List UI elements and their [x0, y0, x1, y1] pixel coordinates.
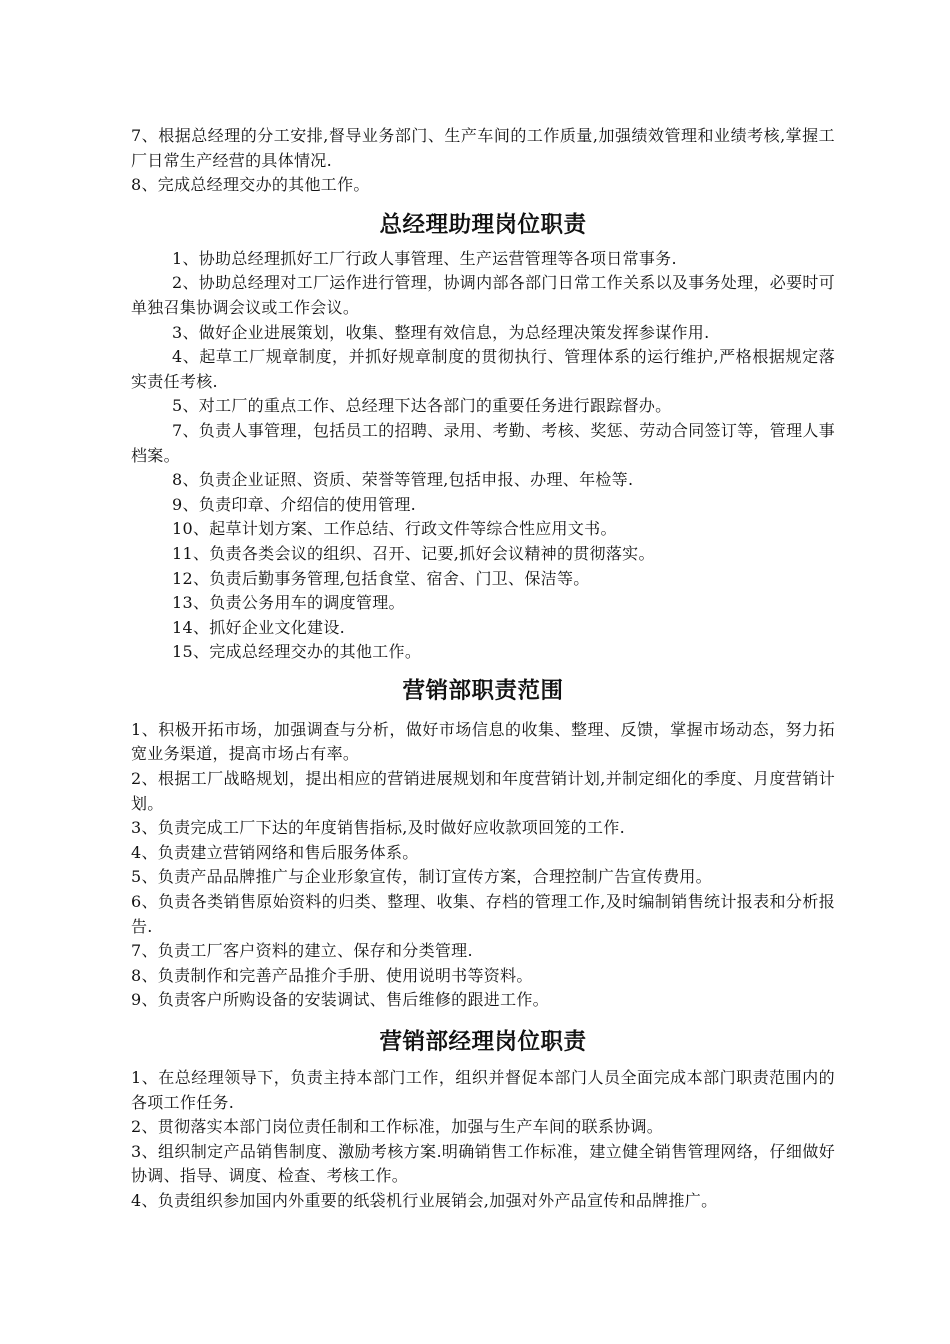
list-item: 3、负责完成工厂下达的年度销售指标,及时做好应收款项回笼的工作.: [131, 818, 625, 838]
list-item: 4、负责建立营销网络和售后服务体系。: [131, 842, 419, 862]
list-item: 6、负责各类销售原始资料的归类、整理、收集、存档的管理工作,及时编制销售统计报表和分析报告.: [131, 892, 835, 936]
list-item: 8、负责企业证照、资质、荣誉等管理,包括申报、办理、年检等.: [172, 470, 634, 490]
marketing-manager-duties-list: [131, 1066, 835, 1214]
list-item: 14、抓好企业文化建设.: [172, 617, 346, 637]
assistant-gm-duties-list: [131, 247, 835, 665]
list-item: 13、负责公务用车的调度管理。: [172, 593, 405, 613]
section-title-marketing-manager: 营销部经理岗位职责: [379, 1029, 587, 1055]
list-item: 12、负责后勤事务管理,包括食堂、宿舍、门卫、保洁等。: [172, 568, 590, 588]
list-item: 4、起草工厂规章制度，并抓好规章制度的贯彻执行、管理体系的运行维护,严格根据规定落实责任考核.: [131, 347, 835, 391]
list-item: 3、做好企业进展策划，收集、整理有效信息，为总经理决策发挥参谋作用.: [172, 322, 710, 342]
list-item: 1、积极开拓市场，加强调查与分析，做好市场信息的收集、整理、反馈，掌握市场动态，努力拓宽业务渠道，提高市场占有率。: [131, 719, 835, 764]
list-item: 2、协助总经理对工厂运作进行管理，协调内部各部门日常工作关系以及事务处理，必要时可单独召集协调会议或工作会议。: [131, 273, 835, 317]
list-item: 7、根据总经理的分工安排,督导业务部门、生产车间的工作质量,加强绩效管理和业绩考核,掌握工厂日常生产经营的具体情况.: [131, 126, 835, 170]
list-item: 5、负责产品品牌推广与企业形象宣传，制订宣传方案，合理控制广告宣传费用。: [131, 867, 712, 887]
document-page: [131, 124, 835, 1214]
section-title-marketing-dept: 营销部职责范围: [402, 677, 564, 704]
list-item: 5、对工厂的重点工作、总经理下达各部门的重要任务进行跟踪督办。: [172, 396, 672, 416]
list-item: 1、在总经理领导下，负责主持本部门工作，组织并督促本部门人员全面完成本部门职责范围内的各项工作任务.: [131, 1068, 835, 1112]
marketing-dept-scope-list: [131, 718, 835, 1013]
list-item: 9、负责印章、介绍信的使用管理.: [172, 494, 417, 514]
list-item: 10、起草计划方案、工作总结、行政文件等综合性应用文书。: [172, 519, 617, 539]
list-item: 8、负责制作和完善产品推介手册、使用说明书等资料。: [131, 965, 533, 985]
list-item: 11、负责各类会议的组织、召开、记要,抓好会议精神的贯彻落实。: [172, 543, 655, 563]
intro-list: [131, 124, 835, 198]
list-item: 4、负责组织参加国内外重要的纸袋机行业展销会,加强对外产品宣传和品牌推广。: [131, 1190, 718, 1210]
list-item: 2、贯彻落实本部门岗位责任制和工作标准，加强与生产车间的联系协调。: [131, 1117, 664, 1137]
list-item: 7、负责工厂客户资料的建立、保存和分类管理.: [131, 941, 473, 961]
list-item: 3、组织制定产品销售制度、激励考核方案.明确销售工作标准，建立健全销售管理网络，仔细做好协调、指导、调度、检查、考核工作。: [131, 1141, 835, 1186]
list-item: 15、完成总经理交办的其他工作。: [172, 642, 422, 662]
list-item: 2、根据工厂战略规划，提出相应的营销进展规划和年度营销计划,并制定细化的季度、月度营销计划。: [131, 769, 835, 813]
list-item: 1、协助总经理抓好工厂行政人事管理、生产运营管理等各项日常事务.: [172, 248, 677, 268]
section-title-assistant-gm: 总经理助理岗位职责: [379, 211, 587, 238]
list-item: 7、负责人事管理，包括员工的招聘、录用、考勤、考核、奖惩、劳动合同签订等，管理人事档案。: [131, 420, 835, 465]
list-item: 8、完成总经理交办的其他工作。: [131, 175, 370, 195]
list-item: 9、负责客户所购设备的安装调试、售后维修的跟进工作。: [131, 990, 549, 1010]
